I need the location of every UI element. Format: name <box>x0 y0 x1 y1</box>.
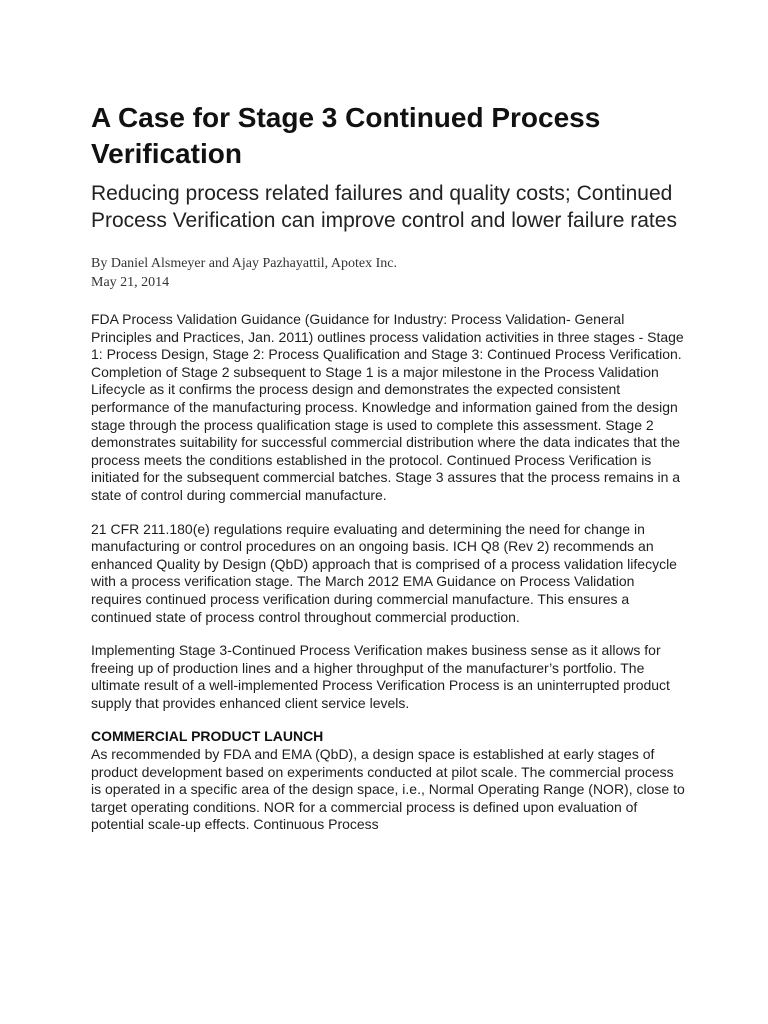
paragraph-1: FDA Process Validation Guidance (Guidance for Industry: Process Validation- General Principles and Practices, Jan. 2011) outlines process validation activities in three stages - Stage 1: Process Design, Stage 2: Process Qualification and Stage 3: Continued Process Verification. Completion of Stage 2 subsequent to Stage 1 is a major milestone in the Process Validation Lifecycle as it confirms the process design and demonstrates the expected consistent performance of the manufacturing process. Knowledge and information gained from the design stage through the process qualification stage is used to complete this assessment. Stage 2 demonstrates suitability for successful commercial distribution where the data indicates that the process meets the conditions established in the protocol. Continued Process Verification is initiated for the subsequent commercial batches. Stage 3 assures that the process remains in a state of control during commercial manufacture. <box>91 311 684 503</box>
article <box>91 100 687 850</box>
article-subtitle: Reducing process related failures and quality costs; Continued Process Verification can improve control and lower failure rates <box>91 182 677 232</box>
section-heading: COMMERCIAL PRODUCT LAUNCH <box>91 728 324 745</box>
article-date: May 21, 2014 <box>91 275 170 290</box>
section-paragraph: As recommended by FDA and EMA (QbD), a design space is established at early stages of product development based on experiments conducted at pilot scale. The commercial process is operated in a specific area of the design space, i.e., Normal Operating Range (NOR), close to target operating conditions. NOR for a commercial process is defined upon evaluation of potential scale-up effects. Continuous Process <box>91 746 685 833</box>
article-title: A Case for Stage 3 Continued Process Verification <box>91 102 601 169</box>
paragraph-3: Implementing Stage 3-Continued Process Verification makes business sense as it allows for freeing up of production lines and a higher throughput of the manufacturer’s portfolio. The ultimate result of a well-implemented Process Verification Process is an uninterrupted product supply that provides enhanced client service levels. <box>91 642 670 711</box>
article-byline: By Daniel Alsmeyer and Ajay Pazhayattil, Apotex Inc. <box>91 256 397 271</box>
paragraph-2: 21 CFR 211.180(e) regulations require evaluating and determining the need for change in manufacturing or control procedures on an ongoing basis. ICH Q8 (Rev 2) recommends an enhanced Quality by Design (QbD) approach that is comprised of a process validation lifecycle with a process verification stage. The March 2012 EMA Guidance on Process Validation requires continued process verification during commercial manufacture. This ensures a continued state of process control throughout commercial production. <box>91 520 677 625</box>
